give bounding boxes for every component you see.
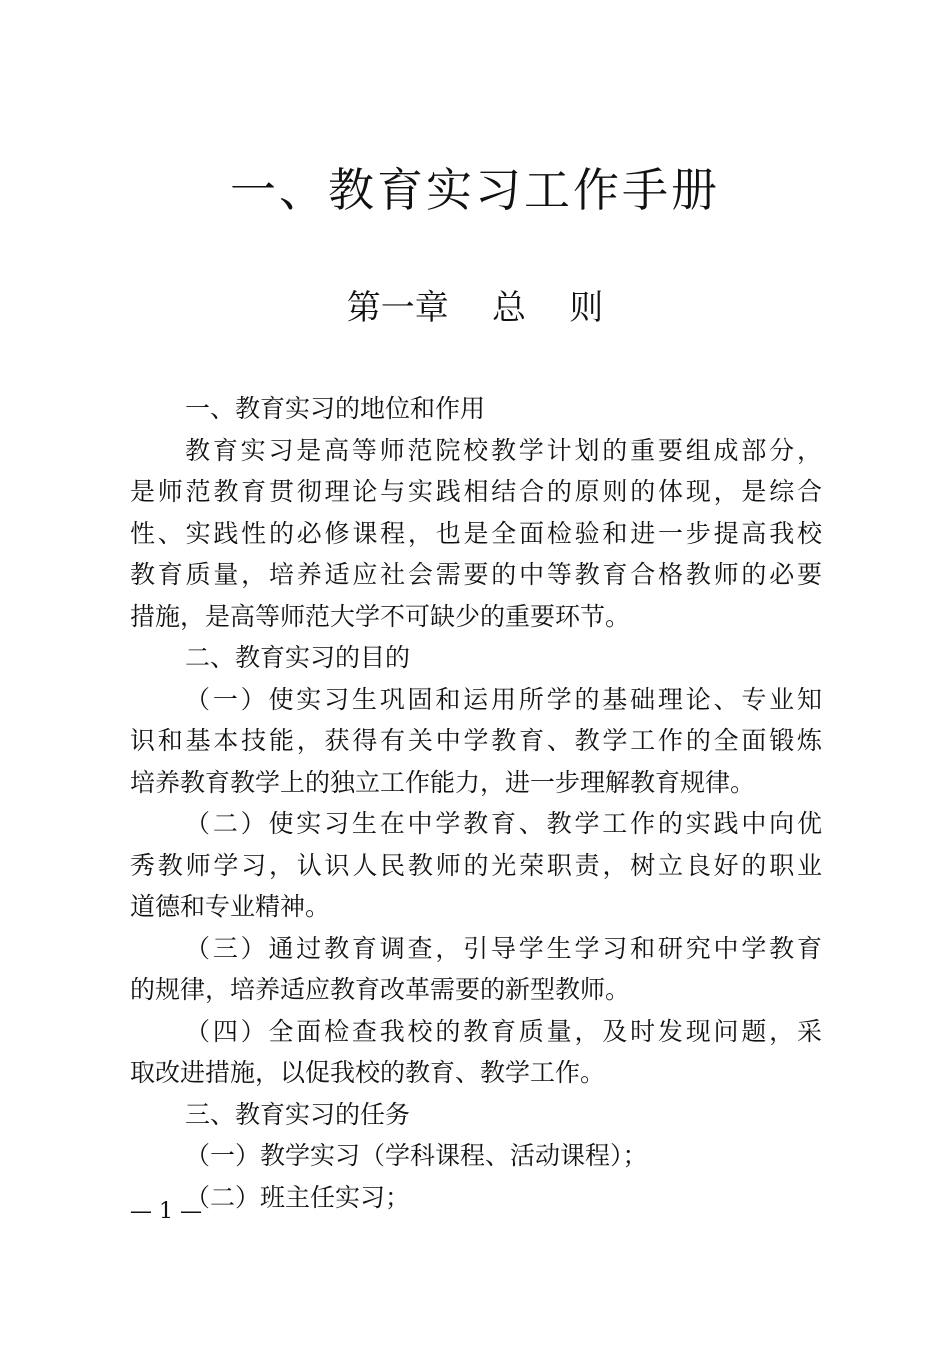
paragraph-line: 的规律，培养适应教育改革需要的新型教师。 (130, 975, 631, 1004)
paragraph-line: 教育实习是高等师范院校教学计划的重要组成部分， (185, 435, 822, 465)
paragraph-line: 培养教育教学上的独立工作能力，进一步理解教育规律。 (130, 767, 756, 797)
document-body (130, 388, 822, 1218)
chapter-heading: 第一章 总 则 (346, 288, 604, 328)
paragraph-line: （二）使实习生在中学教育、教学工作的实践中向优 (185, 809, 822, 838)
document-title: 一、教育实习工作手册 (230, 163, 720, 217)
section-heading-1: 一、教育实习的地位和作用 (185, 394, 486, 423)
page-number: — 1 — (130, 1199, 202, 1224)
paragraph-line: （四）全面检查我校的教育质量，及时发现问题，采 (185, 1016, 822, 1046)
list-item: （二）班主任实习； (185, 1182, 411, 1212)
list-item: （一）教学实习（学科课程、活动课程）； (185, 1141, 648, 1170)
paragraph-line: 教育质量，培养适应社会需要的中等教育合格教师的必要 (130, 560, 822, 589)
paragraph-line: 取改进措施，以促我校的教育、教学工作。 (130, 1058, 606, 1087)
paragraph-line: 秀教师学习，认识人民教师的光荣职责，树立良好的职业 (130, 850, 822, 880)
paragraph-line: 是师范教育贯彻理论与实践相结合的原则的体现，是综合 (130, 477, 822, 506)
paragraph-line: 性、实践性的必修课程，也是全面检验和进一步提高我校 (130, 518, 822, 548)
section-heading-2: 二、教育实习的目的 (185, 643, 411, 672)
paragraph-line: 措施，是高等师范大学不可缺少的重要环节。 (130, 601, 631, 631)
paragraph-line: 识和基本技能，获得有关中学教育、教学工作的全面锻炼 (130, 726, 822, 755)
paragraph-line: （一）使实习生巩固和运用所学的基础理论、专业知 (185, 684, 822, 714)
section-heading-3: 三、教育实习的任务 (185, 1099, 411, 1129)
paragraph-line: 道德和专业精神。 (130, 892, 331, 921)
paragraph-line: （三）通过教育调查，引导学生学习和研究中学教育 (185, 933, 822, 963)
